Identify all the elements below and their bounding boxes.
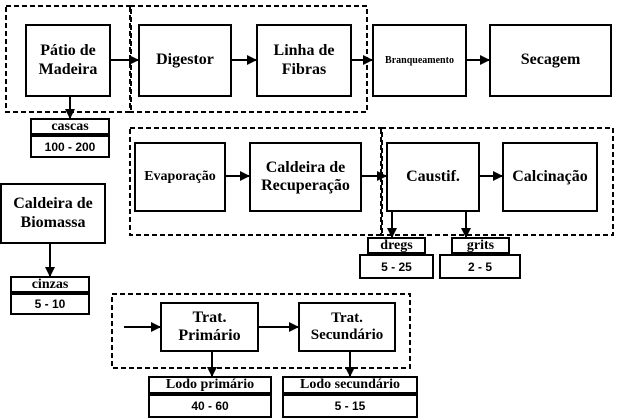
linha-de-fibras-box: Linha de Fibras (256, 24, 352, 97)
dregs-value: 5 - 25 (359, 254, 434, 279)
dregs-label: dregs (367, 237, 426, 254)
lodo-primario-value: 40 - 60 (148, 394, 272, 418)
secagem-box: Secagem (489, 24, 612, 97)
digestor-box: Digestor (138, 24, 232, 97)
lodo-secundario-value: 5 - 15 (282, 394, 418, 418)
branqueamento-box: Branqueamento (372, 24, 467, 97)
caldeira-de-biomassa-box: Caldeira de Biomassa (0, 183, 106, 244)
trat-primario-box: Trat. Primário (160, 302, 259, 352)
cinzas-label: cinzas (10, 276, 90, 293)
evaporacao-box: Evaporação (134, 142, 226, 212)
trat-secundario-box: Trat. Secundário (298, 302, 396, 352)
lodo-secundario-label: Lodo secundário (282, 376, 418, 394)
grits-value: 2 - 5 (439, 254, 521, 279)
caldeira-de-recuperacao-box: Caldeira de Recuperação (249, 142, 362, 212)
caustif-box: Caustif. (386, 142, 480, 212)
patio-de-madeira-box: Pátio de Madeira (25, 24, 111, 97)
calcinacao-box: Calcinação (502, 142, 598, 212)
cascas-value: 100 - 200 (30, 135, 110, 158)
cascas-label: cascas (30, 118, 110, 135)
cinzas-value: 5 - 10 (10, 293, 90, 315)
lodo-primario-label: Lodo primário (148, 376, 272, 394)
grits-label: grits (451, 237, 510, 254)
